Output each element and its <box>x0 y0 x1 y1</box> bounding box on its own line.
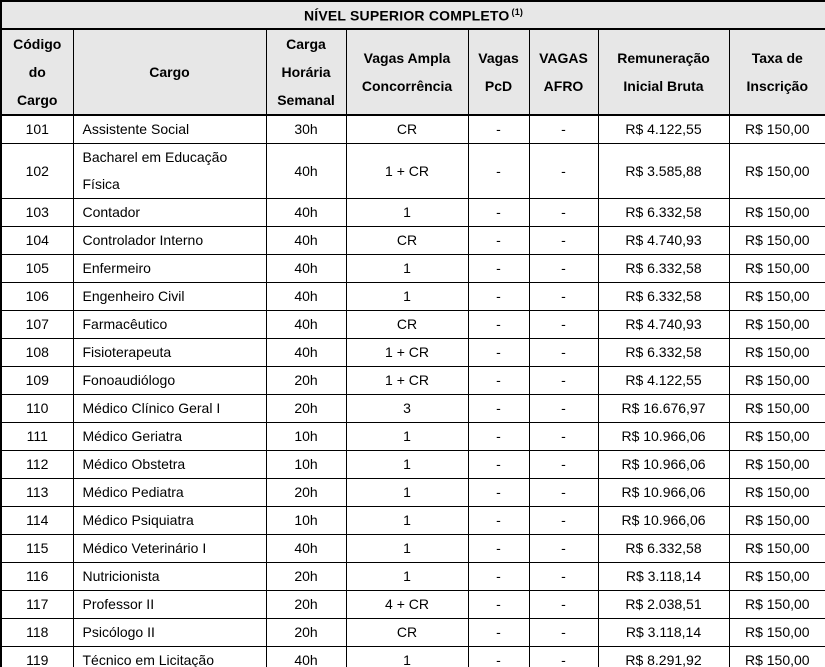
cell-codigo-do-cargo: 116 <box>1 563 73 591</box>
cell-codigo-do-cargo: 103 <box>1 199 73 227</box>
cell-taxa-de-inscricao: R$ 150,00 <box>729 647 825 667</box>
cell-carga-horaria-semanal: 10h <box>266 507 346 535</box>
cell-taxa-de-inscricao: R$ 150,00 <box>729 283 825 311</box>
cell-cargo: Psicólogo II <box>73 619 266 647</box>
cell-codigo-do-cargo: 119 <box>1 647 73 667</box>
cell-taxa-de-inscricao: R$ 150,00 <box>729 535 825 563</box>
cell-cargo: Fonoaudiólogo <box>73 367 266 395</box>
cell-codigo-do-cargo: 101 <box>1 115 73 144</box>
cell-carga-horaria-semanal: 20h <box>266 479 346 507</box>
cell-codigo-do-cargo: 115 <box>1 535 73 563</box>
cell-vagas-pcd: - <box>468 311 529 339</box>
table-row <box>1 395 825 423</box>
cell-vagas-pcd: - <box>468 535 529 563</box>
cell-carga-horaria-semanal: 20h <box>266 619 346 647</box>
cell-codigo-do-cargo: 107 <box>1 311 73 339</box>
cell-remuneracao-inicial-bruta: R$ 6.332,58 <box>598 199 729 227</box>
cell-vagas-pcd: - <box>468 647 529 667</box>
column-header-vagas-ampla-concorrencia: Vagas Ampla Concorrência <box>346 29 468 115</box>
cell-cargo: Farmacêutico <box>73 311 266 339</box>
table-title <box>1 1 825 29</box>
cell-vagas-afro: - <box>529 227 598 255</box>
cell-vagas-ampla-concorrencia: 1 <box>346 507 468 535</box>
cell-vagas-pcd: - <box>468 479 529 507</box>
cell-vagas-ampla-concorrencia: 1 <box>346 451 468 479</box>
cell-carga-horaria-semanal: 40h <box>266 339 346 367</box>
table-row <box>1 619 825 647</box>
cell-vagas-pcd: - <box>468 255 529 283</box>
cell-cargo: Médico Obstetra <box>73 451 266 479</box>
column-header-vagas-pcd: Vagas PcD <box>468 29 529 115</box>
table-row <box>1 423 825 451</box>
cell-vagas-pcd: - <box>468 507 529 535</box>
cell-remuneracao-inicial-bruta: R$ 4.740,93 <box>598 227 729 255</box>
cell-vagas-afro: - <box>529 311 598 339</box>
cell-cargo: Nutricionista <box>73 563 266 591</box>
table-body <box>1 115 825 667</box>
cell-taxa-de-inscricao: R$ 150,00 <box>729 563 825 591</box>
cell-remuneracao-inicial-bruta: R$ 6.332,58 <box>598 535 729 563</box>
cell-carga-horaria-semanal: 40h <box>266 255 346 283</box>
cell-cargo: Controlador Interno <box>73 227 266 255</box>
cell-vagas-afro: - <box>529 339 598 367</box>
cell-vagas-ampla-concorrencia: 1 <box>346 479 468 507</box>
table-row <box>1 283 825 311</box>
cell-remuneracao-inicial-bruta: R$ 6.332,58 <box>598 339 729 367</box>
cell-vagas-afro: - <box>529 255 598 283</box>
cell-cargo: Médico Psiquiatra <box>73 507 266 535</box>
cell-remuneracao-inicial-bruta: R$ 8.291,92 <box>598 647 729 667</box>
cell-vagas-ampla-concorrencia: 4 + CR <box>346 591 468 619</box>
cell-vagas-afro: - <box>529 395 598 423</box>
table-row <box>1 563 825 591</box>
cell-remuneracao-inicial-bruta: R$ 6.332,58 <box>598 283 729 311</box>
cell-remuneracao-inicial-bruta: R$ 16.676,97 <box>598 395 729 423</box>
cell-cargo: Médico Geriatra <box>73 423 266 451</box>
cell-carga-horaria-semanal: 40h <box>266 199 346 227</box>
column-header-codigo-do-cargo: Código do Cargo <box>1 29 73 115</box>
table-row <box>1 647 825 667</box>
cell-vagas-afro: - <box>529 144 598 199</box>
cell-carga-horaria-semanal: 30h <box>266 115 346 144</box>
cell-cargo: Contador <box>73 199 266 227</box>
cell-codigo-do-cargo: 113 <box>1 479 73 507</box>
cell-codigo-do-cargo: 106 <box>1 283 73 311</box>
column-header-remuneracao-inicial-bruta: Remuneração Inicial Bruta <box>598 29 729 115</box>
cell-vagas-afro: - <box>529 535 598 563</box>
cell-remuneracao-inicial-bruta: R$ 3.118,14 <box>598 563 729 591</box>
cell-carga-horaria-semanal: 40h <box>266 283 346 311</box>
cell-taxa-de-inscricao: R$ 150,00 <box>729 311 825 339</box>
cell-vagas-afro: - <box>529 591 598 619</box>
cell-cargo: Assistente Social <box>73 115 266 144</box>
cell-vagas-ampla-concorrencia: CR <box>346 311 468 339</box>
cell-cargo: Enfermeiro <box>73 255 266 283</box>
cell-taxa-de-inscricao: R$ 150,00 <box>729 395 825 423</box>
cell-remuneracao-inicial-bruta: R$ 2.038,51 <box>598 591 729 619</box>
cell-carga-horaria-semanal: 20h <box>266 367 346 395</box>
cell-vagas-afro: - <box>529 507 598 535</box>
cell-cargo: Técnico em Licitação <box>73 647 266 667</box>
cell-vagas-pcd: - <box>468 367 529 395</box>
cell-vagas-pcd: - <box>468 395 529 423</box>
cell-carga-horaria-semanal: 40h <box>266 227 346 255</box>
table-row <box>1 339 825 367</box>
cell-remuneracao-inicial-bruta: R$ 10.966,06 <box>598 451 729 479</box>
cell-codigo-do-cargo: 102 <box>1 144 73 199</box>
table-row <box>1 199 825 227</box>
cell-cargo: Médico Veterinário I <box>73 535 266 563</box>
cell-vagas-afro: - <box>529 199 598 227</box>
column-header-cargo: Cargo <box>73 29 266 115</box>
cell-vagas-pcd: - <box>468 591 529 619</box>
table-title-text: NÍVEL SUPERIOR COMPLETO <box>303 7 510 24</box>
cell-vagas-pcd: - <box>468 423 529 451</box>
cell-remuneracao-inicial-bruta: R$ 10.966,06 <box>598 507 729 535</box>
cell-vagas-ampla-concorrencia: 1 <box>346 563 468 591</box>
cell-carga-horaria-semanal: 40h <box>266 535 346 563</box>
cell-vagas-afro: - <box>529 367 598 395</box>
table-row <box>1 144 825 199</box>
cell-remuneracao-inicial-bruta: R$ 3.585,88 <box>598 144 729 199</box>
table-row <box>1 535 825 563</box>
cell-taxa-de-inscricao: R$ 150,00 <box>729 451 825 479</box>
cell-vagas-pcd: - <box>468 619 529 647</box>
cell-vagas-ampla-concorrencia: 1 + CR <box>346 144 468 199</box>
cell-vagas-pcd: - <box>468 227 529 255</box>
cell-taxa-de-inscricao: R$ 150,00 <box>729 423 825 451</box>
column-header-vagas-afro: VAGAS AFRO <box>529 29 598 115</box>
cell-vagas-ampla-concorrencia: CR <box>346 227 468 255</box>
cell-remuneracao-inicial-bruta: R$ 4.122,55 <box>598 367 729 395</box>
cell-vagas-afro: - <box>529 115 598 144</box>
column-header-taxa-de-inscricao: Taxa de Inscrição <box>729 29 825 115</box>
table-row <box>1 367 825 395</box>
cell-remuneracao-inicial-bruta: R$ 4.740,93 <box>598 311 729 339</box>
cell-codigo-do-cargo: 111 <box>1 423 73 451</box>
cell-cargo: Médico Clínico Geral I <box>73 395 266 423</box>
cell-cargo: Bacharel em Educação Física <box>73 144 266 199</box>
cell-taxa-de-inscricao: R$ 150,00 <box>729 367 825 395</box>
cell-taxa-de-inscricao: R$ 150,00 <box>729 619 825 647</box>
cell-remuneracao-inicial-bruta: R$ 4.122,55 <box>598 115 729 144</box>
cell-taxa-de-inscricao: R$ 150,00 <box>729 227 825 255</box>
cell-vagas-ampla-concorrencia: 1 + CR <box>346 339 468 367</box>
cell-codigo-do-cargo: 109 <box>1 367 73 395</box>
cell-vagas-ampla-concorrencia: 1 <box>346 283 468 311</box>
cell-vagas-pcd: - <box>468 115 529 144</box>
cell-carga-horaria-semanal: 10h <box>266 451 346 479</box>
cell-vagas-ampla-concorrencia: 1 <box>346 255 468 283</box>
cell-remuneracao-inicial-bruta: R$ 10.966,06 <box>598 479 729 507</box>
table-row <box>1 311 825 339</box>
cell-vagas-ampla-concorrencia: CR <box>346 115 468 144</box>
cell-vagas-afro: - <box>529 619 598 647</box>
cell-remuneracao-inicial-bruta: R$ 6.332,58 <box>598 255 729 283</box>
cell-vagas-pcd: - <box>468 451 529 479</box>
cell-taxa-de-inscricao: R$ 150,00 <box>729 507 825 535</box>
cell-vagas-ampla-concorrencia: 1 <box>346 199 468 227</box>
cell-remuneracao-inicial-bruta: R$ 3.118,14 <box>598 619 729 647</box>
table-row <box>1 115 825 144</box>
cell-vagas-ampla-concorrencia: 3 <box>346 395 468 423</box>
cell-codigo-do-cargo: 114 <box>1 507 73 535</box>
cell-cargo: Médico Pediatra <box>73 479 266 507</box>
cell-carga-horaria-semanal: 40h <box>266 144 346 199</box>
cell-vagas-ampla-concorrencia: 1 <box>346 423 468 451</box>
cell-vagas-afro: - <box>529 563 598 591</box>
cell-carga-horaria-semanal: 40h <box>266 311 346 339</box>
title-footnote-ref: (1) <box>511 6 524 17</box>
table-row <box>1 227 825 255</box>
cell-taxa-de-inscricao: R$ 150,00 <box>729 115 825 144</box>
cell-taxa-de-inscricao: R$ 150,00 <box>729 479 825 507</box>
cell-vagas-pcd: - <box>468 144 529 199</box>
cell-taxa-de-inscricao: R$ 150,00 <box>729 144 825 199</box>
cell-codigo-do-cargo: 105 <box>1 255 73 283</box>
table-row <box>1 479 825 507</box>
cell-vagas-afro: - <box>529 479 598 507</box>
cell-vagas-pcd: - <box>468 339 529 367</box>
cell-vagas-ampla-concorrencia: CR <box>346 619 468 647</box>
cell-vagas-ampla-concorrencia: 1 + CR <box>346 367 468 395</box>
cell-taxa-de-inscricao: R$ 150,00 <box>729 255 825 283</box>
cell-codigo-do-cargo: 108 <box>1 339 73 367</box>
cell-codigo-do-cargo: 112 <box>1 451 73 479</box>
table-row <box>1 255 825 283</box>
cell-vagas-ampla-concorrencia: 1 <box>346 647 468 667</box>
column-header-carga-horaria-semanal: Carga Horária Semanal <box>266 29 346 115</box>
table-row <box>1 451 825 479</box>
table-title-row <box>1 1 825 29</box>
table-row <box>1 591 825 619</box>
cell-vagas-pcd: - <box>468 199 529 227</box>
cell-vagas-pcd: - <box>468 283 529 311</box>
cell-taxa-de-inscricao: R$ 150,00 <box>729 339 825 367</box>
cell-carga-horaria-semanal: 10h <box>266 423 346 451</box>
cell-remuneracao-inicial-bruta: R$ 10.966,06 <box>598 423 729 451</box>
cell-carga-horaria-semanal: 20h <box>266 563 346 591</box>
table-row <box>1 507 825 535</box>
cell-codigo-do-cargo: 118 <box>1 619 73 647</box>
cell-carga-horaria-semanal: 20h <box>266 591 346 619</box>
cell-carga-horaria-semanal: 40h <box>266 647 346 667</box>
cell-carga-horaria-semanal: 20h <box>266 395 346 423</box>
cell-vagas-pcd: - <box>468 563 529 591</box>
cell-cargo: Fisioterapeuta <box>73 339 266 367</box>
cell-vagas-afro: - <box>529 647 598 667</box>
cell-codigo-do-cargo: 117 <box>1 591 73 619</box>
cell-cargo: Professor II <box>73 591 266 619</box>
cell-vagas-afro: - <box>529 423 598 451</box>
cell-codigo-do-cargo: 104 <box>1 227 73 255</box>
cell-vagas-ampla-concorrencia: 1 <box>346 535 468 563</box>
cell-vagas-afro: - <box>529 451 598 479</box>
cell-taxa-de-inscricao: R$ 150,00 <box>729 199 825 227</box>
cell-taxa-de-inscricao: R$ 150,00 <box>729 591 825 619</box>
column-header-row <box>1 29 825 115</box>
cell-vagas-afro: - <box>529 283 598 311</box>
cell-cargo: Engenheiro Civil <box>73 283 266 311</box>
cell-codigo-do-cargo: 110 <box>1 395 73 423</box>
